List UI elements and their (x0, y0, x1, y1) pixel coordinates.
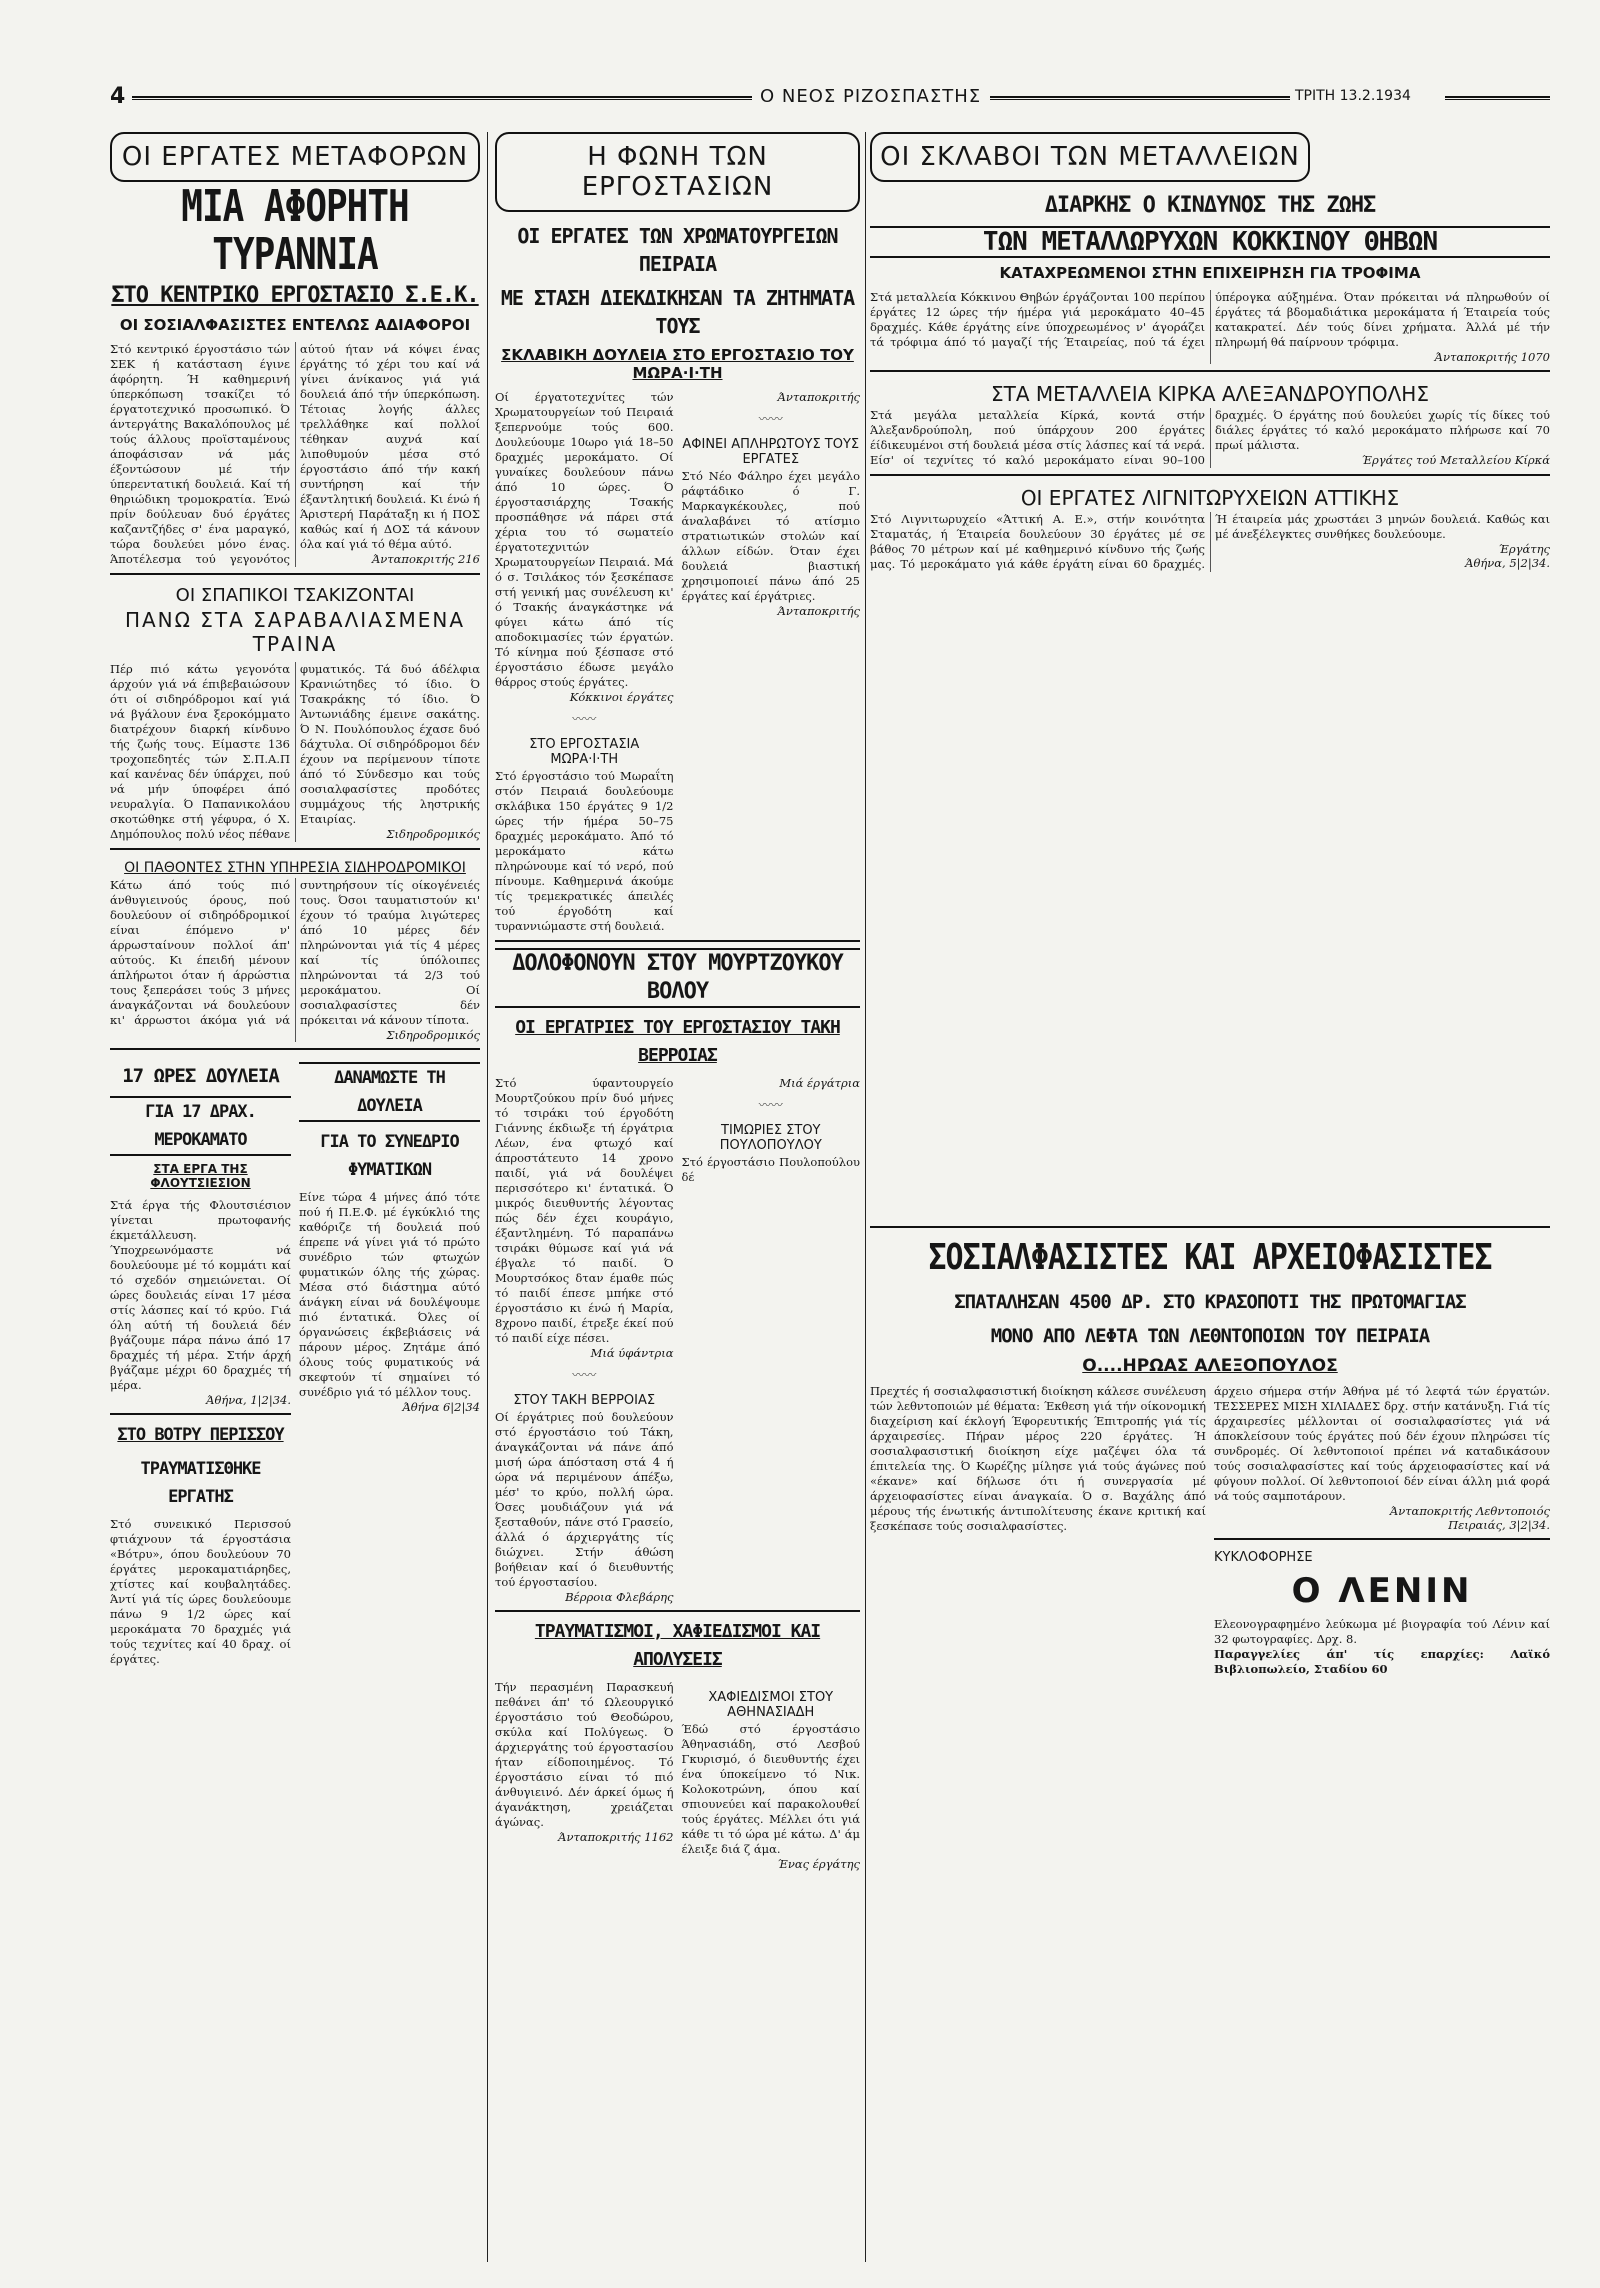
article-headline-2: ΣΠΑΤΑΛΗΣΑΝ 4500 ΔΡ. ΣΤΟ ΚΡΑΣΟΠΟΤΙ ΤΗΣ ΠΡΩΤΟΜΑΓΙΑΣ (954, 1291, 1466, 1313)
article-headline: ΠΑΝΩ ΣΤΑ ΣΑΡΑΒΑΛΙΑΣΜΕΝΑ ΤΡΑΙΝΑ (124, 608, 466, 656)
article-subheadline: ΚΑΤΑΧΡΕΩΜΕΝΟΙ ΣΤΗΝ ΕΠΙΧΕΙΡΗΣΗ ΓΙΑ ΤΡΟΦΙΜΑ (999, 264, 1421, 282)
article-signature: Σιδηροδρομικός (386, 1028, 480, 1042)
article-signature: Άθήνα, 1|2|34. (206, 1393, 291, 1407)
article-body: Στό Λιγνιτωρυχείο «Άττική Α. Ε.», στήν κοινότητα Σταματάς, ή Έταιρεία δουλεύουν 30 έργάτες μέ σε βάθος 70 μέτρων καί μέ καθημερινό κίνδυνο τής ζωής μας. Τό μεροκάματο γιά κάθε έργάτη είναι 60 δραχμές. Ή έταιρεία μάς χρωστάει 3 μηνών δουλειά. Καθώς και μέ άνεξέλεγκτες συνθήκες δουλεύουμε. Έργάτης Άθήνα, 5|2|34. (870, 512, 1550, 571)
article-columns (870, 1384, 1550, 1677)
page-number: 4 (110, 84, 126, 109)
article-headline: ΑΦΙΝΕΙ ΑΠΛΗΡΩΤΟΥΣ ΤΟΥΣ ΕΡΓΑΤΕΣ (682, 437, 860, 467)
article-headline: ΔΑΝΑΜΩΣΤΕ ΤΗ ΔΟΥΛΕΙΑ (299, 1062, 480, 1122)
divider (110, 1048, 480, 1050)
masthead-rule-end (1445, 96, 1550, 100)
article-headline: ΣΤΟΥ ΤΑΚΗ ΒΕΡΡΟΙΑΣ (513, 1393, 656, 1408)
divider (110, 1413, 291, 1415)
article-body: Οί έργάτριες πού δουλεύουν στό έργοστάσιο τού Τάκη, άναγκάζονται νά πάνε άπό μισή ώρα άπόσταση στά 4 ή ώρα νά περιμένουν άπέξω, μέσ' το κρύο, πολλή ώρα. Όσες μουδιάζουν γιά νά ξεσταθούν, πάνε στό Γρασείο, άλλά ό άρχιεργάτης τίς διώχνει. Στήν άθώση βοήθειαν καί ό διευθυντής τού έργοστασίου. (495, 1410, 674, 1589)
article-signature: Άνταποκριτής 216 (371, 552, 480, 566)
divider (110, 573, 480, 575)
article-body: Κάτω άπό τούς πιό άνθυγιεινούς όρους, πού δουλεύουν οί σιδηρόδρομικοί είναι έπόμενο ν' άρρωσταίνουν πολλοί άπ' αύτούς. Κι έπειδή μένουν άπλήρωτοι όταν ή άρρώστια τους ξεπεράσει τούς 3 μήνες άναγκάζονται νά δουλεύουν κι' άρρωστοι άκόμα γιά νά συντηρήσουν τίς οίκογένειές τους. Όσοι ταυματιστούν κι' έχουν τό τραύμα λιγώτερες άπό 10 μέρες δέν πληρώνονται γιά τίς 4 μέρες καί τίς ύπόλοιπες πληρώνονται τά 2/3 τού μεροκάματου. Οί σοσιαλφασίστες δέν πρόκειται νά κάνουν τίποτα. Σιδηροδρομικός (110, 878, 480, 1042)
article-signature: Άθήνα 6|2|34 (402, 1400, 480, 1414)
article-body: Πέρ πιό κάτω γεγονότα άρχούν γιά νά έπιβεβαιώσουν ότι οί σιδηρόδρομοι καί γιά νά βγάλουν ένα ξεροκόμματο διατρέχουν διαρκή κίνδυνο τής ζωής τους. Είμαστε 136 τροχοπεδητές τών Σ.Π.Α.Π καί κανένας δέν ύπάρχει, πού νά μήν ύποφέρει άπό νευραλγία. Ό Παπανικολάου σκοτώθηκε στή γέφυρα, ό Χ. Δημόπουλος πολύ νέος πέθανε φυματικός. Τά δυό άδέλφια Κρανιώτηδες τό ίδιο. Ό Τσακράκης τό ίδιο. Ό Άντωνιάδης έμεινε σακάτης. Ό Ν. Πουλόπουλος έχασε δυό δάχτυλα. Οί σιδηρόδρομοι δέν έχουν να περίμενουν τίποτε άπό τό Σύνδεσμο και τούς σοσιαλφασίστες προδότες συμμάχους τής ληστρικής Εταιρίας. Σιδηροδρομικός (110, 662, 480, 841)
divider (1214, 1538, 1550, 1540)
announcement-text: Ελεονογραφημένο λεύκωμα μέ βιογραφία τού Λένιν καί 32 φωτογραφίες. Δρχ. 8. (1214, 1617, 1550, 1646)
article-kicker: ΟΙ ΣΠΑΠΙΚΟΙ ΤΣΑΚΙΖΟΝΤΑΙ (175, 585, 415, 606)
article-headline: ΔΟΛΟΦΟΝΟΥΝ ΣΤΟΥ ΜΟΥΡΤΖΟΥΚΟΥ ΒΟΛΟΥ (495, 948, 860, 1008)
article-headline-2: ΣΤΟ ΚΕΝΤΡΙΚΟ ΕΡΓΟΣΤΑΣΙΟ Σ.Ε.Κ. (111, 283, 479, 308)
article-socialfascists (870, 1220, 1550, 1677)
article-headline: ΤΙΜΩΡΙΕΣ ΣΤΟΥ ΠΟΥΛΟΠΟΥΛΟΥ (719, 1123, 822, 1153)
article-headline: ΟΙ ΕΡΓΑΤΕΣ ΛΙΓΝΙΤΩΡΥΧΕΙΩΝ ΑΤΤΙΚΗΣ (1020, 486, 1400, 510)
article-headline-2: ΤΡΑΥΜΑΤΙΣΘΗΚΕ ΕΡΓΑΤΗΣ (140, 1459, 261, 1507)
divider (495, 1610, 860, 1612)
column-mine-slaves (870, 132, 1550, 1212)
article-headline-3: ΜΟΝΟ ΑΠΟ ΛΕΦΤΑ ΤΩΝ ΛΕΘΝΤΟΠΟΙΩΝ ΤΟΥ ΠΕΙΡΑΙΑ (990, 1325, 1430, 1347)
article-signature: Άνταποκριτής Λεθντοποιός (1389, 1504, 1550, 1518)
announcement-kicker: ΚΥΚΛΟΦΟΡΗΣΕ (1214, 1550, 1313, 1565)
section-header: Η ΦΩΝΗ ΤΩΝ ΕΡΓΟΣΤΑΣΙΩΝ (495, 132, 860, 212)
article-headline: ΤΡΑΥΜΑΤΙΣΜΟΙ, ΧΑΦΙΕΔΙΣΜΟΙ ΚΑΙ ΑΠΟΛΥΣΕΙΣ (534, 1621, 821, 1670)
article-col-right (682, 1680, 861, 1871)
article-headline: ΣΟΣΙΑΛΦΑΣΙΣΤΕΣ ΚΑΙ ΑΡΧΕΙΟΦΑΣΙΣΤΕΣ (928, 1236, 1492, 1279)
article-subheadline: Ο....ΗΡΩΑΣ ΑΛΕΞΟΠΟΥΛΟΣ (1082, 1356, 1338, 1376)
article-columns (495, 1680, 860, 1871)
article-body: Στά μεταλλεία Κόκκινου Θηβών έργάζονται 100 περίπου έργάτες 12 ώρες τήν ήμέρα γιά μεροκάματο 40–45 δραχμές. Κάθε έργάτης είνε ύποχρεωμένος ν' άγοράζει τά τρόφιμα άπό τό μαγαζί τής Έταιρείας, πού τά έχει ύπέρογκα αύξημένα. Όταν πρόκειται νά πληρωθούν οί έργάτες τά βδομαδιάτικα μεροκάματα ή Έταιρεία τούς κατακρατεί. Δέν τούς δίνει χρήματα. Άλλά μέ τήν πληρωμή θά παίρνουν τρόφιμα. Άνταποκριτής 1070 (870, 290, 1550, 364)
article-col-left (495, 1680, 674, 1871)
article-body: Στά έργα τής Φλουτσιέσιον γίνεται πρωτοφανής έκμετάλλευση. Ύποχρεωνόμαστε νά δουλεύουμε μέ τό κομμάτι καί τό σχεδόν σημειώνεται. Οί ώρες δουλειάς είναι 17 μέσα στίς λάσπες καί τό κρύο. Γιά όλη αύτή τή δουλειά δέν βγάζουμε πάρα πάνω άπό 17 δραχμές τή μέρα. Στήν άρχή βγάζαμε μέχρι 60 δραχμές τή μέρα. (110, 1198, 291, 1392)
article-headline: ΧΑΦΙΕΔΙΣΜΟΙ ΣΤΟΥ ΑΘΗΝΑΣΙΑΔΗ (708, 1690, 834, 1720)
article-body: Στά μεγάλα μεταλλεία Κίρκά, κοντά στήν Άλεξανδρούπολη, πού ύπάρχουν 200 έργάτες έίδικευμένοι στή δουλειά μέσα στίς λάσπες καί τά νερά. Είσ' οί τεχνίτες τό καλό μεροκάματο είναι 90–100 δραχμές. Ό έργάτης πού δουλεύει χωρίς τίς δίκες τού διάλες έργάτες τό καλό μεροκάματο πλήρωσε καί 70 πρωί μάλιστα. Έργάτες τού Μεταλλείου Κίρκά (870, 408, 1550, 467)
divider (110, 848, 480, 850)
article-body: Είνε τώρα 4 μήνες άπό τότε πού ή Π.Ε.Φ. μέ έγκύκλιό της καθόριζε τή δουλειά πού έπρεπε νά γίνει γιά τό πρώτο συνέδριο τών φτωχών φυματικών όλης τής χώρας. Μέσα στό διάστημα αύτό άνάγκη είναι νά δουλέψουμε πιό έντατικά. Όλες οί όργανώσεις έκβεβιάσεις νά πάρουν μέρος. Ζητάμε άπό όλους τούς φυματικούς νά σκεφτούν τί σημαίνει τό συνέδριο γιά τό μέλλον τους. (299, 1190, 480, 1399)
divider (495, 940, 860, 942)
article-body: Στό συνεικικό Περισσού φτιάχνουν τά έργοστάσια «Βότρυ», όπου δουλεύουν 70 έργάτες μεροκαματιάρηδες, χτίστες καί κουβαλητάδες. Άντί γιά τίς ώρες δουλεύουμε πάνω 9 1/2 ώρες καί μεροκάματα 70 δραχμές γιά τούς τεχνίτες καί 40 δραχ. οί έργάτες. (110, 1517, 291, 1666)
article-pair (110, 1056, 480, 1667)
newspaper-page (110, 80, 1550, 2270)
article-body: Τήν περασμένη Παρασκευή πεθάνει άπ' τό Ωλεουργικό έργοστάσιο τού Θεοδώρου, σκύλα καί Πολύγεως. Ό άρχιεργάτης τού έργοστασίου ήταν είδοποιημένος. Τό έργοστάσιο είναι τό πιό άνθυγιεινό. Δέν άρκεί όμως ή άγανάκτηση, χρειάζεται άγώνας. (495, 1680, 674, 1829)
article-signature: Έργάτες τού Μεταλλείου Κίρκά (1361, 453, 1550, 467)
article-subheadline: ΟΙ ΣΟΣΙΑΛΦΑΣΙΣΤΕΣ ΕΝΤΕΛΩΣ ΑΔΙΑΦΟΡΟΙ (119, 316, 471, 334)
announcement-text-2: Παραγγελίες άπ' τίς επαρχίες: Λαϊκό Βιβλιοπωλείο, Σταδίου 60 (1214, 1647, 1550, 1676)
dingbat: 〰〰 (572, 1368, 597, 1382)
column-factory-voice (495, 132, 860, 2262)
article-col-right (1214, 1384, 1550, 1677)
divider (870, 1226, 1550, 1228)
article-body: Στό έργοστάσιο Πουλοπούλου δέ (681, 1155, 860, 1184)
article-columns (495, 1076, 860, 1604)
article-headline: ΔΙΑΡΚΗΣ Ο ΚΙΝΔΥΝΟΣ ΤΗΣ ΖΩΗΣ (1044, 193, 1376, 218)
article-date: Πειραιάς, 3|2|34. (1448, 1518, 1550, 1532)
article-body: Έδώ στό έργοστάσιο Άθηνασιάδη, στό Λεσβού Γκυρισμό, ό διευθυντής έχει ένα ύποκείμενο τό Νικ. Κολοκοτρώνη, όπου καί σπιουνεύει καί παρακολουθεί τούς έργάτες. Μέλλει ότι γιά κάθε τι τό ώρα μέ κάτω. Δ' άμ έλειξε διά ζ άμα. (681, 1722, 860, 1856)
article-subheadline: ΣΤΑ ΕΡΓΑ ΤΗΣ ΦΛΟΥΤΣΙΕΣΙΟΝ (150, 1162, 251, 1190)
article-headline: ΣΤΟ ΕΡΓΟΣΤΑΣΙΑ ΜΩΡΑ·Ι·ΤΗ (529, 737, 640, 767)
article-signature: Άνταποκριτής 1070 (1434, 350, 1550, 364)
article-col-right (682, 1076, 861, 1604)
article-headline: ΟΙ ΠΑΘΟΝΤΕΣ ΣΤΗΝ ΥΠΗΡΕΣΙΑ ΣΙΔΗΡΟΔΡΟΜΙΚΟΙ (124, 860, 466, 876)
masthead-rule-right (990, 96, 1290, 100)
article-col-left (495, 390, 674, 934)
article-signature: Βέρροια Φλεβάρης (565, 1590, 674, 1604)
article-signature: Άνταποκριτής 1162 (558, 1830, 674, 1844)
dingbat: 〰〰 (572, 712, 597, 726)
divider (870, 474, 1550, 476)
article-headline: ΜΙΑ ΑΦΟΡΗΤΗ ΤΥΡΑΝΝΙΑ (181, 182, 409, 280)
article-body: Στό κεντρικό έργοστάσιο τών ΣΕΚ ή κατάσταση έγινε άφόρητη. Ή καθημερινή ύπερκόπωση τσακίζει τό έργατοτεχνικό προσωπικό. Ό άντεργάτης Βακαλόπουλος μέ τούς άλλους προϊσταμένους άποφάσισαν νά μάς έξοντώσουν μέ τήν ύπερεντατική δουλειά. Καί τή θηριώδικη τρομοκρατία. Ένώ πρίν δούλευαν δυό έργάτες καζαντζήδες σ' ένα μαραγκό, τώρα δουλεύει μόνο ένας. Άποτέλεσμα τού γεγονότος αύτού ήταν νά κόψει ένας έργάτης τό χέρι του καί νά γίνει άνίκανος γιά γιά δουλειά άπό τήν ύπερκόπωση. Τέτοιας λογής άλλες τρελλάθηκε καί πολλοί τέθηκαν αυχνά καί λιποθυμούν μέσα στό έργοστάσιο άπό τήν κακή συντήρηση καί τήν έξαντλητική δουλειά. Κι ένώ ή Άριστερή Παράταξη κι ή ΠΟΣ καθώς καί ή ΔΟΣ τά κάνουν όλα καί γιά τό θέμα αύτό. Άνταποκριτής 216 (110, 342, 480, 566)
article-col-left (495, 1076, 674, 1604)
issue-date: ΤΡΙΤΗ 13.2.1934 (1295, 88, 1411, 104)
article-body-right: άρχειο σήμερα στήν Άθήνα μέ τό λεφτά τών έργατών. ΤΕΣΣΕΡΕΣ ΜΙΣΗ ΧΙΛΙΑΔΕΣ δρχ. στήν κατάνυξη. Γιά τίς άρχαιρεσίες μέλλονται οί σοσιαλφασίστες γιά νά άποκλείσουν τούς έργάτες πού δέν έχουν πληρώσει τίς συνδρομές. Οί λεθντοποιοί πρέπει νά καταδικάσουν τούς σοσιαλφασίστες καί τούς άρχειοφασίστες καί νά φύγουν πολλοί. Οί λεθντοποιοί δέν είναι άλλη μιά φορά νά τούς σαμποτάρουν. (1214, 1384, 1550, 1503)
article-signature: Κόκκινοι έργάτες (569, 690, 674, 704)
article-subheadline: ΣΚΛΑΒΙΚΗ ΔΟΥΛΕΙΑ ΣΤΟ ΕΡΓΟΣΤΑΣΙΟ ΤΟΥ ΜΩΡΑ·Ι·ΤΗ (501, 346, 854, 382)
article-date: Άθήνα, 5|2|34. (1465, 556, 1550, 570)
article-headline-2: ΤΩΝ ΜΕΤΑΛΛΩΡΥΧΩΝ ΚΟΚΚΙΝΟΥ ΘΗΒΩΝ (870, 226, 1550, 258)
article-body: Στό Νέο Φάληρο έχει μεγάλο ράφτάδικο ό Γ. Μαρκαγκέκουλες, πού άναλαβάνει τό ατίσμιο στρατιωτικών στολών καί άλλων είδών. Όταν έχει δουλειά βιαστική χρησιμοποιεί πάνω άπό 25 έργάτες καί έργάτριες. (681, 469, 860, 603)
article-signature: Μιά ύφάντρια (590, 1346, 674, 1360)
article-headline-2: ΓΙΑ 17 ΔΡΑΧ. ΜΕΡΟΚΑΜΑΤΟ (110, 1096, 291, 1156)
article-signature: Άνταποκριτής (777, 604, 860, 618)
masthead (110, 80, 1550, 112)
article-17-hours (110, 1056, 291, 1667)
dingbat: 〰〰 (758, 412, 783, 426)
section-header: ΟΙ ΣΚΛΑΒΟΙ ΤΩΝ ΜΕΤΑΛΛΕΙΩΝ (870, 132, 1310, 182)
article-body: Στό έργοστάσιο τού Μωραΐτη στόν Πειραιά δουλεύουμε σκλάβικα 150 έργάτες 9 1/2 ώρες τήν ήμέρα 50–75 δραχμές μεροκάματο. Άπό τό μεροκάματο κάτω πληρώνουμε καί τό νερό, πού πίνουμε. Καθημερινά άκούμε τίς τρεμεκρατικές άπειλές τού έργοδότη καί τυραννιώμαστε στή δουλειά. (495, 769, 674, 933)
divider (870, 370, 1550, 372)
article-signature: Έργάτης (1498, 542, 1550, 556)
masthead-rule-left (132, 96, 752, 100)
paper-name: Ο ΝΕΟΣ ΡΙΖΟΣΠΑΣΤΗΣ (760, 86, 982, 107)
article-body: Στό ύφαντουργείο Μουρτζούκου πρίν δυό μήνες τό τσιράκι τού έργοδότη Γιάννης έκδιωξε τή έργάτρια Λέων, ένα φτωχό καί άπροστάτευτο 14 χρονο παιδί, γιά νά δουλέψει περισσότερο κι' έντατικά. Ό μικρός διευθυντής λέγοντας πώς δέν έχει κουράγιο, έξαντλημένη. Τό παραπάνω τσιράκι θύμωσε καί γιά νά έβγαλε τό παιδί. Ό Μουρτσόκος δταν έμαθε πώς τό παιδί έπεσε μπήκε στό έργοστάσιο κι ένώ ή Μαρία, 8χρονο παιδί, έτρεξε έκεί πού τό παιδί είχε πέσει. (495, 1076, 674, 1345)
column-transport-workers (110, 132, 480, 2262)
dingbat: 〰〰 (758, 1098, 783, 1112)
article-headline: ΣΤΑ ΜΕΤΑΛΛΕΙΑ ΚΙΡΚΑ ΑΛΕΞΑΝΔΡΟΥΠΟΛΗΣ (991, 382, 1429, 406)
article-headline: ΣΤΟ ΒΟΤΡΥ ΠΕΡΙΣΣΟΥ (117, 1425, 284, 1445)
article-headline: ΟΙ ΕΡΓΑΤΕΣ ΤΩΝ ΧΡΩΜΑΤΟΥΡΓΕΙΩΝ ΠΕΙΡΑΙΑ (517, 224, 838, 276)
article-signature: Ένας έργάτης (777, 1857, 860, 1871)
column-rule (487, 132, 488, 2262)
announcement-title: Ο ΛΕΝΙΝ (1291, 1571, 1473, 1611)
article-headline: 17 ΩΡΕΣ ΔΟΥΛΕΙΑ (122, 1065, 279, 1087)
article-col-right (682, 390, 861, 934)
article-signature: Μιά έργάτρια (779, 1076, 860, 1090)
article-signature: Άνταποκριτής (777, 390, 860, 404)
column-rule (865, 132, 866, 2262)
article-headline-2: ΓΙΑ ΤΟ ΣΥΝΕΔΡΙΟ ΦΥΜΑΤΙΚΩΝ (320, 1132, 459, 1180)
article-headline-2: ΟΙ ΕΡΓΑΤΡΙΕΣ ΤΟΥ ΕΡΓΟΣΤΑΣΙΟΥ ΤΑΚΗ ΒΕΡΡΟΙΑΣ (515, 1017, 840, 1066)
article-body-left: Πρεχτές ή σοσιαλφασιστική διοίκηση κάλεσε συνέλευση τών λεθντοποιών μέ θέματα: Έκθεση γιά τήν οίκονομική διαχείριση καί έκλογή Έφορευτικής Έπιτροπής γιά τίς άρχαιρεσίες. Πήραν μέρος 220 έργάτες. Ή σοσιαλφασιστική διοίκηση είχε μαζέψει όλα τά έπιτελεία της. Ό Κωρέζης μίλησε γιά τούς άγώνες πού «έκανε» καί δήλωσε ότι ή συνεργασία μέ άρχειοφασίστες είναι άναγκαία. Ό σ. Βαχάλης άπό μέρους τής ένωτικής άντιπολίτευσης έκανε κριτική καί ξεσκέπασε τούς σοσιαλφασίστες. (870, 1384, 1206, 1533)
article-headline-2: ΜΕ ΣΤΑΣΗ ΔΙΕΚΔΙΚΗΣΑΝ ΤΑ ΖΗΤΗΜΑΤΑ ΤΟΥΣ (500, 286, 855, 338)
article-body: Οί έργατοτεχνίτες τών Χρωματουργείων τού Πειραιά ξεπερνούμε τούς 600. Δουλεύουμε 10ωρο γιά 18–50 δραχμές μεροκάματο. Οί γυναίκες δουλεύουν πάνω άπό 10 ώρες. Ό έργοστασιάρχης Τσακής προσπάθησε νά πάρει στά χέρια του τό σωματείο έργατοτεχνιτών Χρωματουργείων Πειραιά. Μά ό σ. Τσιλάκος τόν ξεσκέπασε στή γενική μας συνέλευση κι' ό Τσακής άναγκάστηκε νά φύγει κάτω άπό τίς αποδοκιμασίες τών έργατών. Τό κίνημα πού ξέσπασε στό έργοστάσιο έδωσε μεγάλο θάρρος στούς έργάτες. (495, 390, 674, 689)
article-signature: Σιδηροδρομικός (386, 827, 480, 841)
article-tb-congress (299, 1056, 480, 1667)
section-header: ΟΙ ΕΡΓΑΤΕΣ ΜΕΤΑΦΟΡΩΝ (110, 132, 480, 182)
article-columns (495, 390, 860, 934)
